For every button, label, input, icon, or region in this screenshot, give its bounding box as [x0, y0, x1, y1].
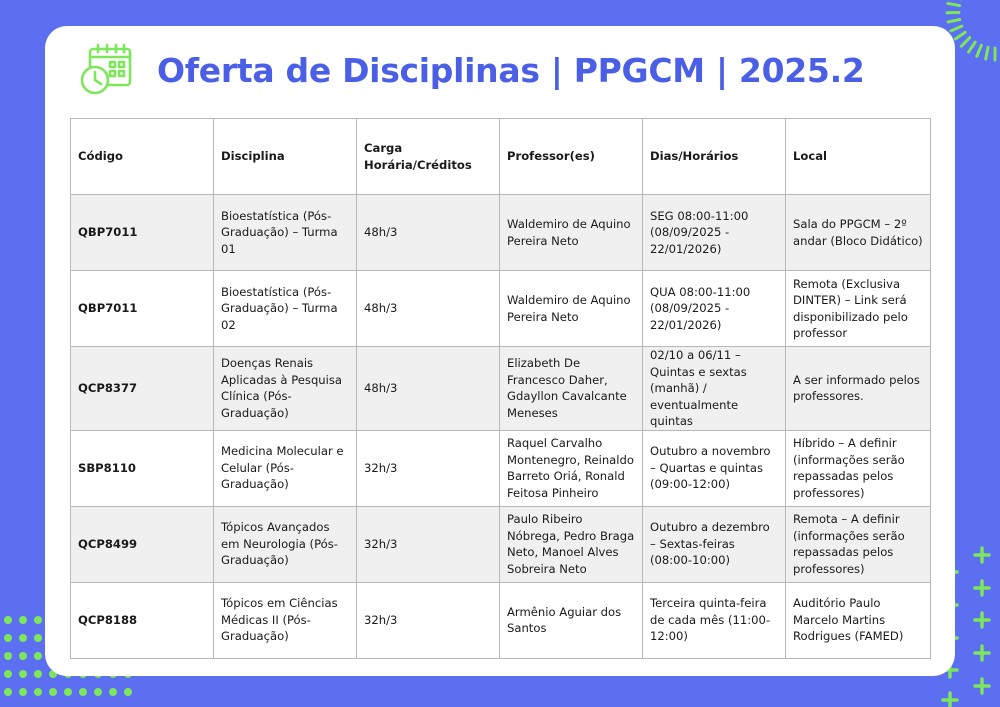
location-cell: Híbrido – A definir (informações serão repassadas pelos professores): [786, 430, 931, 506]
location-cell: Sala do PPGCM – 2º andar (Bloco Didático): [786, 195, 931, 271]
location-cell: Remota – A definir (informações serão repassadas pelos professores): [786, 506, 931, 582]
location-cell: Remota (Exclusiva DINTER) – Link será disponibilizado pelo professor: [786, 271, 931, 347]
code-cell: QBP7011: [71, 271, 214, 347]
code-cell: QCP8188: [71, 582, 214, 658]
professors-cell: Waldemiro de Aquino Pereira Neto: [500, 195, 643, 271]
column-header-discipline: Disciplina: [214, 119, 357, 195]
table-row: [71, 506, 931, 582]
discipline-cell: Tópicos Avançados em Neurologia (Pós-Graduação): [214, 506, 357, 582]
code-cell: QCP8499: [71, 506, 214, 582]
code-cell: QCP8377: [71, 347, 214, 431]
table-row: [71, 347, 931, 431]
calendar-clock-icon: [79, 42, 135, 98]
workload-cell: 48h/3: [357, 195, 500, 271]
discipline-cell: Doenças Renais Aplicadas à Pesquisa Clínica (Pós-Graduação): [214, 347, 357, 431]
schedule-cell: Terceira quinta-feira de cada mês (11:00-12:00): [643, 582, 786, 658]
column-header-schedule: Dias/Horários: [643, 119, 786, 195]
discipline-cell: Tópicos em Ciências Médicas II (Pós-Graduação): [214, 582, 357, 658]
workload-cell: 48h/3: [357, 271, 500, 347]
professors-cell: Armênio Aguiar dos Santos: [500, 582, 643, 658]
discipline-cell: Medicina Molecular e Celular (Pós-Graduação): [214, 430, 357, 506]
code-cell: QBP7011: [71, 195, 214, 271]
table-header-row: [71, 119, 931, 195]
content-card: [45, 26, 955, 676]
workload-cell: 32h/3: [357, 430, 500, 506]
table-row: [71, 195, 931, 271]
location-cell: A ser informado pelos professores.: [786, 347, 931, 431]
workload-cell: 48h/3: [357, 347, 500, 431]
schedule-cell: Outubro a dezembro – Sextas-feiras (08:00-10:00): [643, 506, 786, 582]
column-header-location: Local: [786, 119, 931, 195]
schedule-cell: QUA 08:00-11:00 (08/09/2025 - 22/01/2026): [643, 271, 786, 347]
location-cell: Auditório Paulo Marcelo Martins Rodrigues (FAMED): [786, 582, 931, 658]
professors-cell: Waldemiro de Aquino Pereira Neto: [500, 271, 643, 347]
page-title: Oferta de Disciplinas | PPGCM | 2025.2: [157, 50, 865, 90]
discipline-cell: Bioestatística (Pós-Graduação) – Turma 02: [214, 271, 357, 347]
schedule-cell: 02/10 a 06/11 – Quintas e sextas (manhã) / eventualmente quintas: [643, 347, 786, 431]
header: [79, 40, 864, 100]
professors-cell: Raquel Carvalho Montenegro, Reinaldo Barreto Oriá, Ronald Feitosa Pinheiro: [500, 430, 643, 506]
workload-cell: 32h/3: [357, 506, 500, 582]
code-cell: SBP8110: [71, 430, 214, 506]
discipline-cell: Bioestatística (Pós-Graduação) – Turma 01: [214, 195, 357, 271]
disciplines-table: [70, 118, 931, 659]
column-header-code: Código: [71, 119, 214, 195]
table-row: [71, 582, 931, 658]
column-header-professors: Professor(es): [500, 119, 643, 195]
professors-cell: Paulo Ribeiro Nóbrega, Pedro Braga Neto, Manoel Alves Sobreira Neto: [500, 506, 643, 582]
workload-cell: 32h/3: [357, 582, 500, 658]
schedule-cell: Outubro a novembro – Quartas e quintas (09:00-12:00): [643, 430, 786, 506]
table-row: [71, 430, 931, 506]
column-header-workload: Carga Horária/Créditos: [357, 119, 500, 195]
professors-cell: Elizabeth De Francesco Daher, Gdayllon Cavalcante Meneses: [500, 347, 643, 431]
table-row: [71, 271, 931, 347]
schedule-cell: SEG 08:00-11:00 (08/09/2025 - 22/01/2026): [643, 195, 786, 271]
